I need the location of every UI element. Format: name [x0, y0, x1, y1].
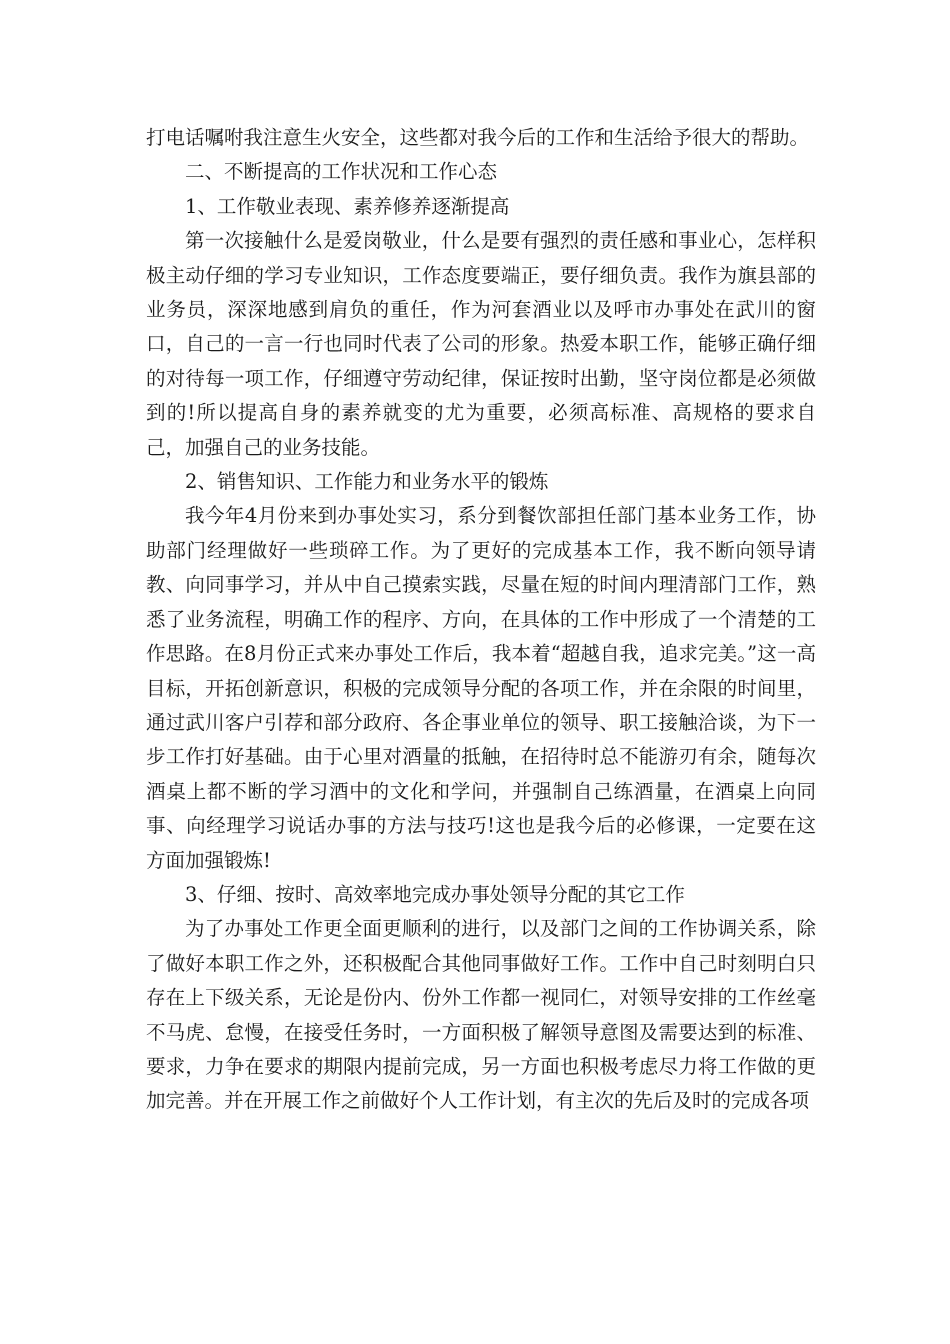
section-heading: 二、不断提高的工作状况和工作心态 [185, 160, 498, 184]
document-body [146, 121, 816, 1119]
paragraph-1: 第一次接触什么是爱岗敬业，什么是要有强烈的责任感和事业心，怎样积极主动仔细的学习专业知识，工作态度要端正，要仔细负责。我作为旗县部的业务员，深深地感到肩负的重任，作为河套酒业以及呼市办事处在武川的窗口，自己的一言一行也同时代表了公司的形象。热爱本职工作，能够正确仔细的对待每一项工作，仔细遵守劳动纪律，保证按时出勤，坚守岗位都是必须做到的!所以提高自身的素养就变的尤为重要，必须高标准、高规格的要求自己，加强自己的业务技能。 [146, 229, 816, 459]
subsection-heading-2: 2、销售知识、工作能力和业务水平的锻炼 [185, 470, 549, 494]
subsection-heading-3: 3、仔细、按时、高效率地完成办事处领导分配的其它工作 [185, 882, 685, 906]
paragraph-continuation: 打电话嘱咐我注意生火安全，这些都对我今后的工作和生活给予很大的帮助。 [146, 126, 810, 149]
paragraph-3: 为了办事处工作更全面更顺利的进行，以及部门之间的工作协调关系，除了做好本职工作之外，还积极配合其他同事做好工作。工作中自己时刻明白只存在上下级关系，无论是份内、份外工作都一视同仁，对领导安排的工作丝毫不马虎、怠慢，在接受任务时，一方面积极了解领导意图及需要达到的标准、要求，力争在要求的期限内提前完成，另一方面也积极考虑尽力将工作做的更加完善。并在开展工作之前做好个人工作计划，有主次的先后及时的完成各项 [146, 917, 816, 1113]
paragraph-2: 我今年4月份来到办事处实习，系分到餐饮部担任部门基本业务工作，协助部门经理做好一些琐碎工作。为了更好的完成基本工作，我不断向领导请教、向同事学习，并从中自己摸索实践，尽量在短的时间内理清部门工作，熟悉了业务流程，明确工作的程序、方向，在具体的工作中形成了一个清楚的工作思路。在8月份正式来办事处工作后，我本着“超越自我，追求完美。”这一高目标，开拓创新意识，积极的完成领导分配的各项工作，并在余限的时间里，通过武川客户引荐和部分政府、各企事业单位的领导、职工接触洽谈，为下一步工作打好基础。由于心里对酒量的抵触，在招待时总不能游刃有余，随每次酒桌上都不断的学习酒中的文化和学问，并强制自己练酒量，在酒桌上向同事、向经理学习说话办事的方法与技巧!这也是我今后的必修课，一定要在这方面加强锻炼! [146, 504, 816, 872]
subsection-heading-1: 1、工作敬业表现、素养修养逐渐提高 [185, 194, 510, 218]
